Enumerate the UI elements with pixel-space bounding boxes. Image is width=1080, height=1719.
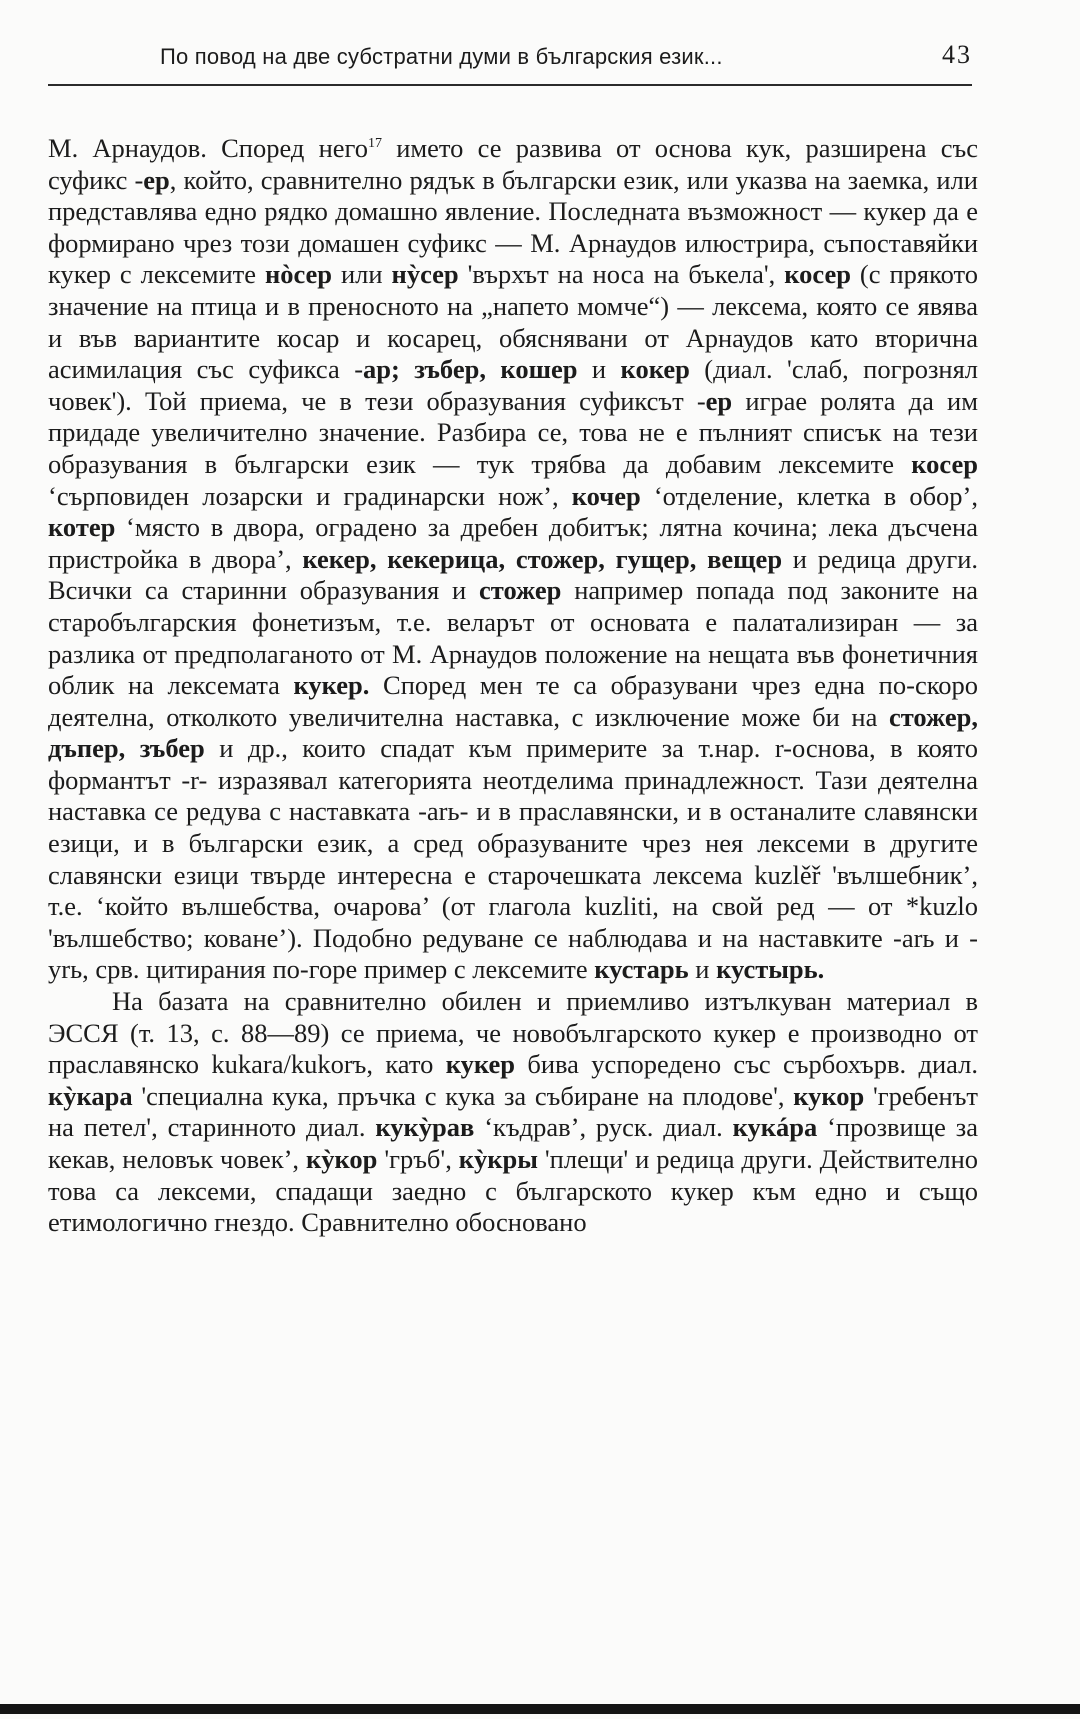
running-title: По повод на две субстратни думи в българския език... xyxy=(160,44,723,69)
running-header xyxy=(160,40,976,82)
body-text xyxy=(48,133,978,1239)
paragraph-2: На базата на сравнително обилен и приемливо изтълкуван материал в ЭССЯ (т. 13, с. 88—89) се приема, че новобългарското кукер е производно от праславянско kukara/kukorъ, като кукер бива успоредено със сърбохърв. диал. кỳкара 'специална кука, пръчка с кука за събиране на плодове', кукор 'гребенът на петел', старинното диал. кукỳрав ‘къдрав’, руск. диал. кукáра ‘прозвище за кекав, неловък човек’, кỳкор 'гръб', кỳкры 'плещи' и редица други. Действително това са лексеми, спадащи заедно с българското кукер към едно и също етимологично гнездо. Сравнително обосновано xyxy=(48,986,978,1238)
bottom-edge-bar xyxy=(0,1704,1080,1714)
footnote-ref: 17 xyxy=(367,136,382,152)
page-number: 43 xyxy=(942,40,972,69)
header-rule xyxy=(48,84,972,86)
paragraph-1: М. Арнаудов. Според него$^{17}$ името се развива от основа кук, разширена със суфикс -ер, който, сравнително рядък в български език, или указва на заемка, или представлява едно рядко домашно явление. Последната възможност — кукер да е формирано чрез този домашен суфикс — М. Арнаудов илюстрира, съпоставяйки кукер с лексемите нòсер или нỳсер 'върхът на носа на бъкела', косер (с прякото значение на птица и в преносното на „напето момче“) — лексема, която се явява и във вариантите косар и косарец, обяснявани от Арнаудов като вторична асимилация със суфикса -ар; зъбер, кошер и кокер (диал. 'слаб, погрознял човек'). Той приема, че в тези образувания суфиксът -ер играе ролята да им придаде увеличително значение. Разбира се, това не е пълният списък на тези образувания в български език — тук трябва да добавим лексемите косер ‘сърповиден лозарски и градинарски нож’, кочер ‘отделение, клетка в обор’, котер ‘място в двора, оградено за дребен добитък; лятна кочина; лека дъсчена пристройка в двора’, кекер, кекерица, стожер, гущер, вещер и редица други. Всички са старинни образувания и стожер например попада под законите на старобългарския фонетизъм, т.е. веларът от основата е палатализиран — за разлика от предполаганото от М. Арнаудов положение на нещата във фонетичния облик на лексемата кукер. Според мен те са образувани чрез една по-скоро деятелна, отколкото увеличителна наставка, с изключение може би на стожер, дъпер, зъбер и др., които спадат към примерите за т.нар. r-основа, в която формантът -r- изразявал категорията неотделима принадлежност. Тази деятелна наставка се редува с наставката -arь- и в праславянски, и в останалите славянски езици, и в български език, а сред образуваните чрез нея лексеми в другите славянски езици твърде интересна е старочешката лексема kuzlěř 'вълшебник’, т.е. ‘който вълшебства, очарова’ (от глагола kuzliti, на свой ред — от *kuzlo 'вълшебство; коване’). Подобно редуване се наблюдава и на наставките -arь и -yrь, срв. цитирания по-горе пример с лексемите кустарь и кустырь. xyxy=(48,133,979,985)
